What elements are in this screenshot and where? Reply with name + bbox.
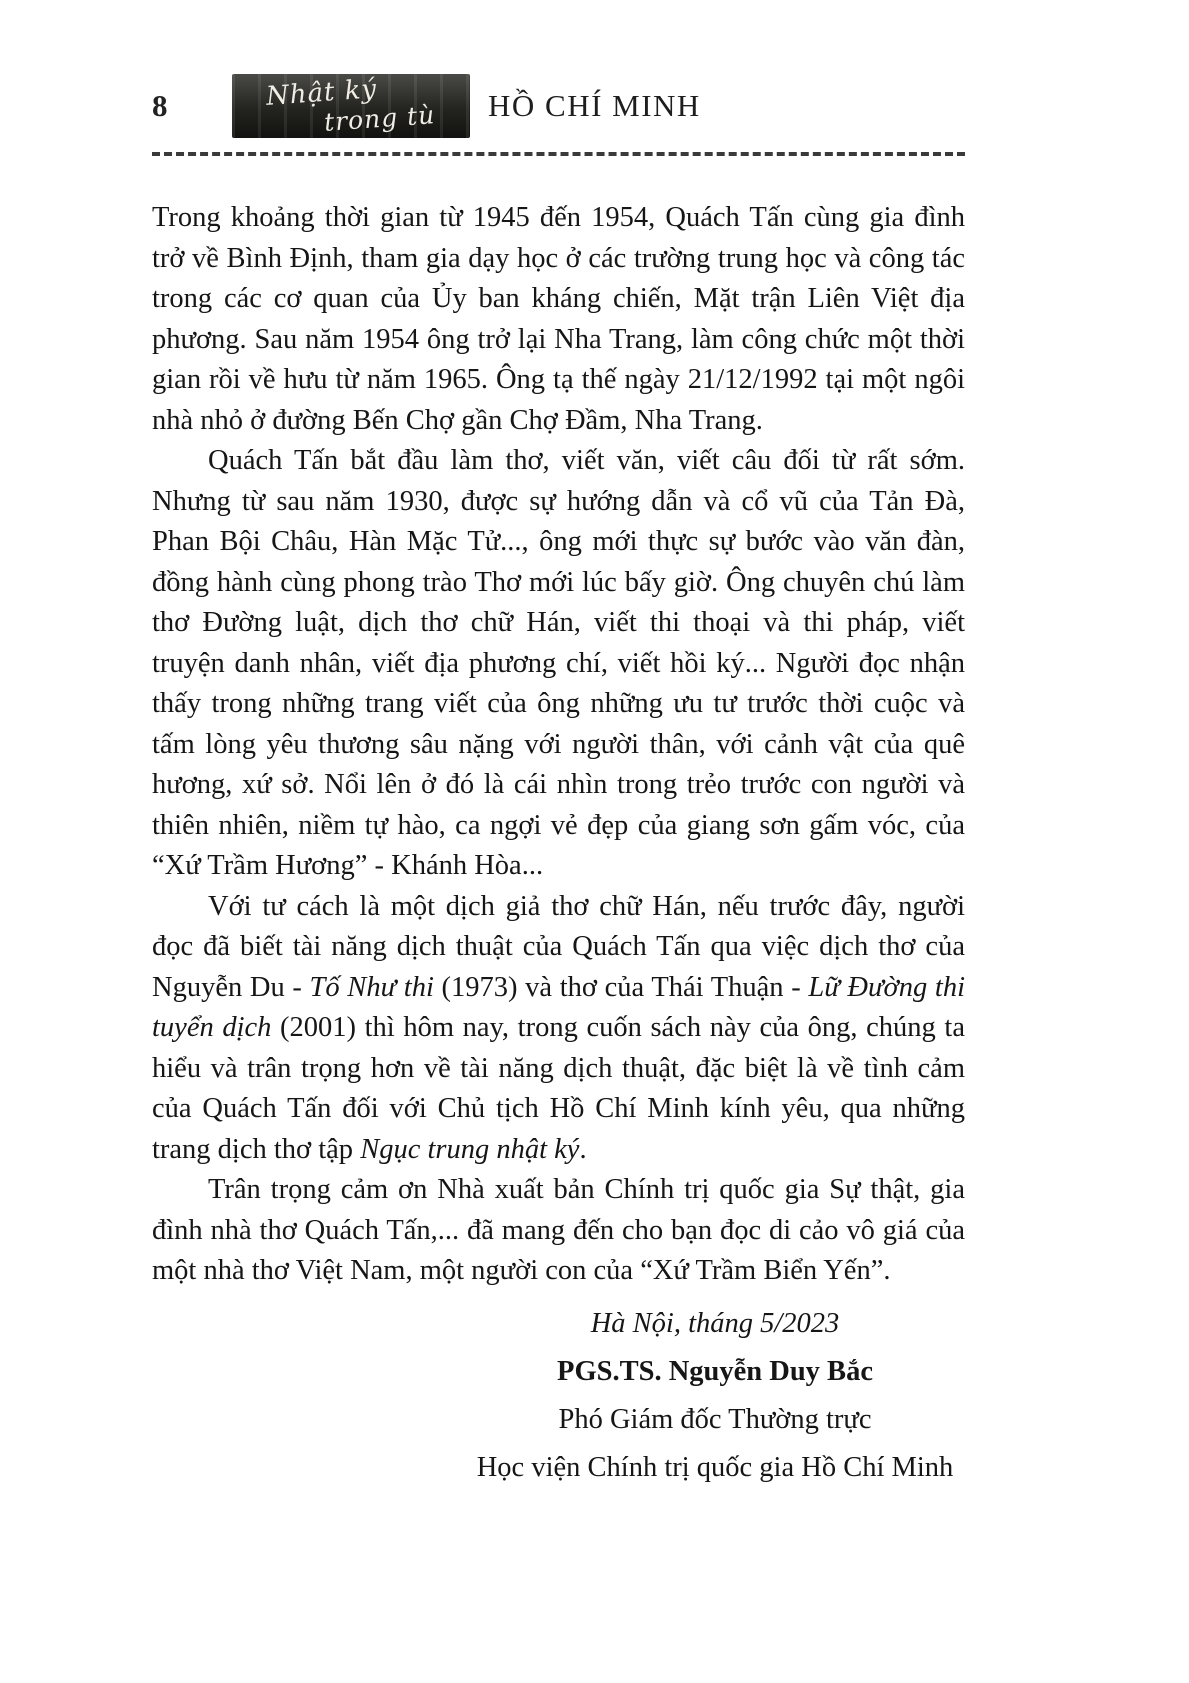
page-header bbox=[152, 70, 965, 142]
signature-title-line1: Phó Giám đốc Thường trực bbox=[558, 1403, 872, 1435]
signature-title-line2: Học viện Chính trị quốc gia Hồ Chí Minh bbox=[476, 1451, 954, 1483]
header-dashed-divider bbox=[152, 152, 965, 156]
paragraph-translator bbox=[152, 887, 965, 1171]
signature-block bbox=[395, 1300, 1035, 1492]
book-title-logo-image bbox=[232, 74, 470, 138]
work-title-lu-duong-thi: Lữ Đường thi tuyển dịch bbox=[152, 971, 965, 1043]
paragraph-translator-segment: Với tư cách là một dịch giả thơ chữ Hán, nếu trước đây, người đọc đã biết tài năng dịch thuật của Quách Tấn qua việc dịch thơ của Nguyễn Du - bbox=[152, 890, 965, 1003]
signature-author-name: PGS.TS. Nguyễn Duy Bắc bbox=[557, 1355, 873, 1387]
logo-title-line2: trong tù bbox=[323, 100, 437, 137]
body-text bbox=[152, 198, 965, 1292]
work-title-nguc-trung-nhat-ky: Ngục trung nhật ký bbox=[360, 1133, 580, 1165]
paragraph-biography-2: Quách Tấn bắt đầu làm thơ, viết văn, viết câu đối từ rất sớm. Nhưng từ sau năm 1930, được sự hướng dẫn và cổ vũ của Tản Đà, Phan Bội Châu, Hàn Mặc Tử..., ông mới thực sự bước vào văn đàn, đồng hành cùng phong trào Thơ mới lúc bấy giờ. Ông chuyên chú làm thơ Đường luật, dịch thơ chữ Hán, viết thi thoại và thi pháp, viết truyện danh nhân, viết địa phương chí, viết hồi ký... Người đọc nhận thấy trong những trang viết của ông những ưu tư trước thời cuộc và tấm lòng yêu thương sâu nặng với người thân, với cảnh vật của quê hương, xứ sở. Nổi lên ở đó là cái nhìn trong trẻo trước con người và thiên nhiên, niềm tự hào, ca ngợi vẻ đẹp của giang sơn gấm vóc, của “Xứ Trầm Hương” - Khánh Hòa... bbox=[152, 445, 965, 881]
work-title-to-nhu-thi: Tố Như thi bbox=[309, 971, 434, 1003]
paragraph-translator-segment: (1973) và thơ của Thái Thuận - bbox=[433, 971, 809, 1003]
page-number: 8 bbox=[152, 88, 168, 123]
paragraph-acknowledgement: Trân trọng cảm ơn Nhà xuất bản Chính trị quốc gia Sự thật, gia đình nhà thơ Quách Tấn,... đã mang đến cho bạn đọc di cảo vô giá của một nhà thơ Việt Nam, một người con của “Xứ Trầm Biển Yến”. bbox=[152, 1174, 965, 1286]
paragraph-translator-segment: . bbox=[579, 1133, 587, 1165]
paragraph-translator-segment: (2001) thì hôm nay, trong cuốn sách này của ông, chúng ta hiểu và trân trọng hơn về tài năng dịch thuật, đặc biệt là về tình cảm của Quách Tấn đối với Chủ tịch Hồ Chí Minh kính yêu, qua những trang dịch thơ tập bbox=[152, 1012, 965, 1165]
paragraph-biography-1: Trong khoảng thời gian từ 1945 đến 1954, Quách Tấn cùng gia đình trở về Bình Định, tham gia dạy học ở các trường trung học và công tác trong các cơ quan của Ủy ban kháng chiến, Mặt trận Liên Việt địa phương. Sau năm 1954 ông trở lại Nha Trang, làm công chức một thời gian rồi về hưu từ năm 1965. Ông tạ thế ngày 21/12/1992 tại một ngôi nhà nhỏ ở đường Bến Chợ gần Chợ Đầm, Nha Trang. bbox=[152, 202, 965, 436]
logo-title-line1: Nhật ký bbox=[265, 74, 379, 112]
header-author-name: HỒ CHÍ MINH bbox=[488, 88, 701, 123]
signature-place-date: Hà Nội, tháng 5/2023 bbox=[590, 1307, 840, 1339]
